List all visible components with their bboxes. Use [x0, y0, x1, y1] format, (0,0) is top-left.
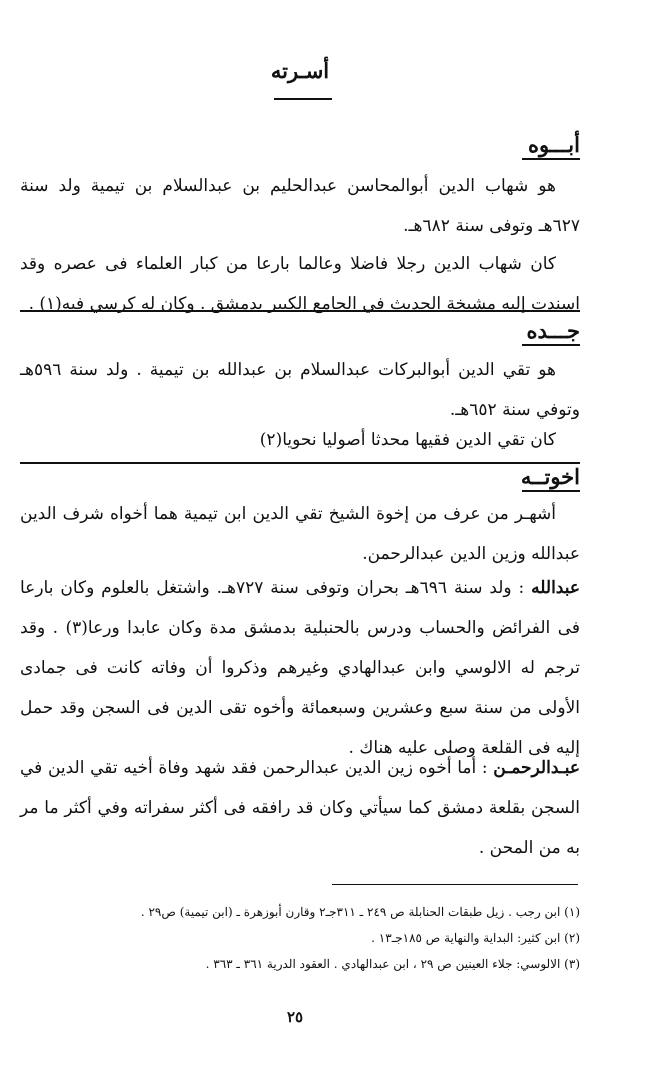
entry-abdulrahman-text: : أما أخوه زين الدين عبدالرحمن فقد شهد وفاة أخيه تقي الدين في السجن بقلعة دمشق كما سيأتي وكان قد رافقه فى أكثر سفراته وفي أكثر ما مر به من المحن . — [20, 758, 580, 858]
father-paragraph-2: كان شهاب الدين رجلا فاضلا وعالما بارعا من كبار العلماء فى عصره وقد اسندت إليه مشيخة الحديث في الجامع الكبير بدمشق . وكان له كرسي فيه(١) . — [20, 254, 580, 314]
page-number: ٢٥ — [286, 1008, 304, 1026]
page-title: أسـرته — [270, 58, 330, 83]
heading-underline-father — [522, 158, 580, 160]
entry-abdulrahman-name: عبـدالرحمـن — [493, 758, 580, 778]
heading-underline-grandfather — [522, 344, 580, 346]
entry-abdullah-text: : ولد سنة ٦٩٦هـ بحران وتوفى سنة ٧٢٧هـ. واشتغل بالعلوم وكان بارعا فى الفرائض والحساب ودرس بالحنبلية بدمشق مدة وكان عابدا ورعا(٣) . وقد ترجم له الالوسي وابن عبدالهادي وغيرهم وذكروا أن وفاته كانت فى جمادى الأولى من سنة سبع وعشرين وسبعمائة وأخوه تقى الدين فى السجن وقد حمل إليه فى القلعة وصلى عليه هناك . — [20, 578, 580, 758]
section-heading-father: أبـــوه — [528, 132, 580, 157]
section-divider — [20, 462, 580, 464]
footnote-3: (٣) الالوسي: جلاء العينين ص ٢٩ ، ابن عبدالهادي . العقود الدرية ٣٦١ ـ ٣٦٣ . — [205, 957, 580, 971]
entry-abdulrahman — [20, 748, 580, 868]
footnote-1: (١) ابن رجب . زيل طبقات الحنابلة ص ٢٤٩ ـ ٣١١جـ٢ وقارن أبوزهرة ـ (ابن تيمية) ص٢٩ . — [140, 905, 580, 919]
footnote-2: (٢) ابن كثير: البداية والنهاية ص ١٨٥جـ١٣ . — [371, 931, 580, 945]
footnote-separator — [332, 884, 578, 885]
entry-abdullah-name: عبدالله — [531, 578, 580, 598]
grandfather-paragraph-1: هو تقي الدين أبوالبركات عبدالسلام بن عبدالله بن تيمية . ولد سنة ٥٩٦هـ وتوفي سنة ٦٥٢هـ. — [20, 360, 580, 420]
section-heading-brothers: اخوتــه — [520, 464, 580, 489]
heading-underline-brothers — [522, 490, 580, 492]
entry-abdullah — [20, 568, 580, 768]
brothers-paragraph-1: أشهـر من عرف من إخوة الشيخ تقي الدين ابن تيمية هما أخواه شرف الدين عبدالله وزين الدين عبدالرحمن. — [20, 504, 580, 564]
grandfather-paragraph-2: كان تقي الدين فقيها محدثا أصوليا نحويا(٢) — [259, 430, 556, 450]
father-paragraph-1: هو شهاب الدين أبوالمحاسن عبدالحليم بن عبدالسلام بن تيمية ولد سنة ٦٢٧هـ وتوفى سنة ٦٨٢هـ. — [20, 176, 580, 236]
title-underline — [274, 98, 332, 100]
section-divider — [20, 310, 580, 312]
section-heading-grandfather: جـــده — [526, 318, 580, 343]
